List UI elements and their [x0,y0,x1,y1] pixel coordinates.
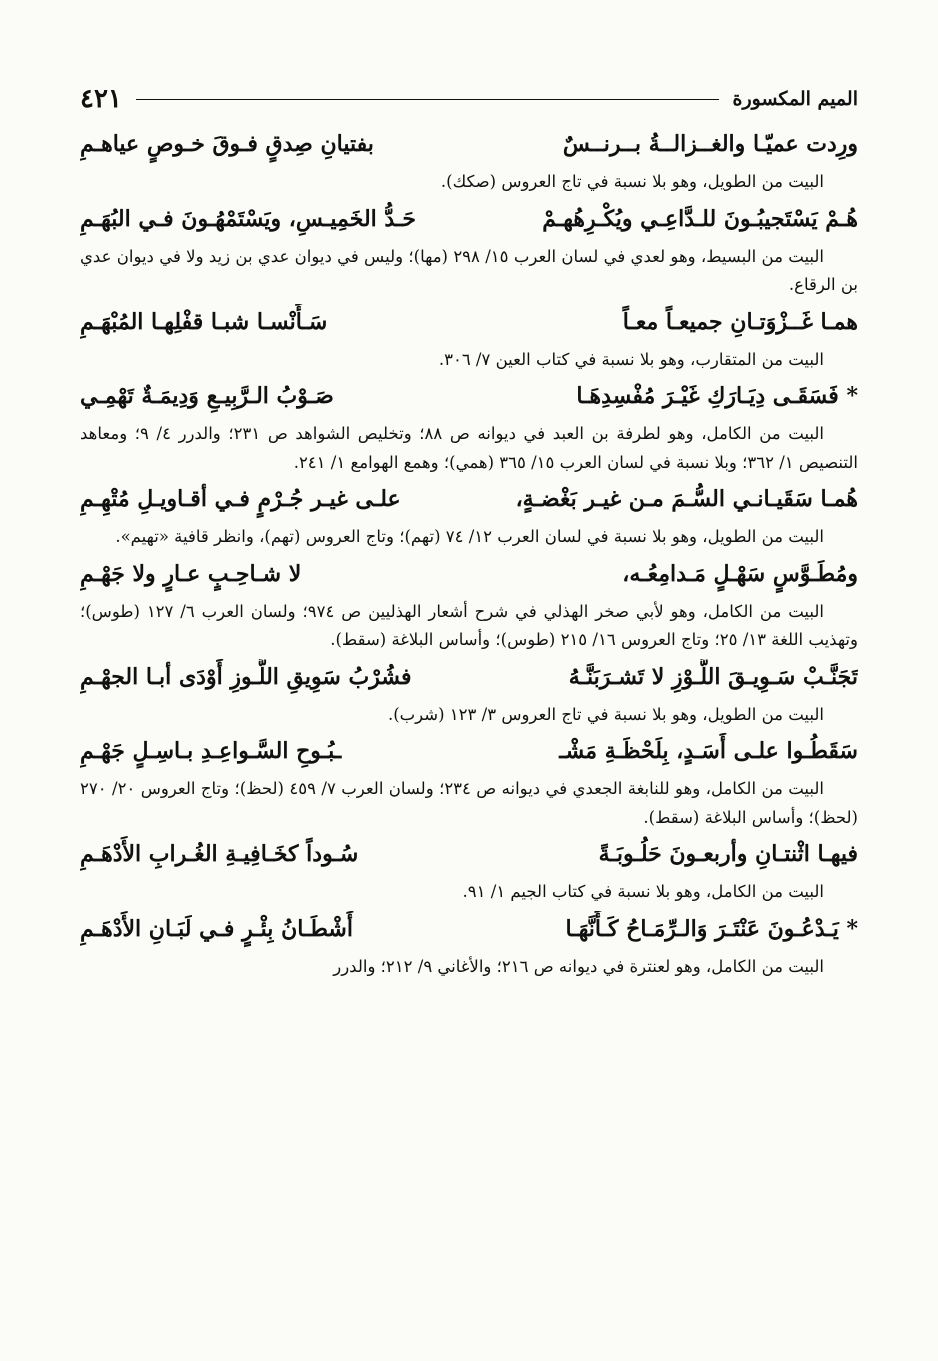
verse-note: البيت من الكامل، وهو بلا نسبة في كتاب الجيم ١/ ٩١. [462,882,824,901]
verse-note: البيت من الكامل، وهو لعنترة في ديوانه ص ٢١٦؛ والأغاني ٩/ ٢١٢؛ والدرر [333,956,824,976]
first-hemistich: هُـمْ يَسْتَجيبُـونَ للـدَّاعِـي ويُكْـرِهُهـمْ [542,205,858,232]
verse-entry-9 [80,836,858,907]
verse-note: البيت من المتقارب، وهو بلا نسبة في كتاب العين ٧/ ٣٠٦. [438,349,824,369]
second-hemistich: فشُرْبُ سَوِيقِ اللَّـوزِ أَوْدَى أبـا الجهْـمِ [80,663,412,690]
verse-line [80,481,858,523]
verse-line [80,201,858,243]
verse-note: البيت من الطويل، وهو بلا نسبة في تاج العروس ٣/ ١٢٣ (شرب). [387,704,824,724]
verse-entry-2 [80,201,858,300]
verse-line [80,304,858,346]
verse-entry-1 [80,126,858,197]
verse-entry-5 [80,481,858,552]
verse-line [80,126,858,168]
verse-note: البيت من الطويل، وهو بلا نسبة في لسان العرب ١٢/ ٧٤ (تهم)؛ وتاج العروس (تهم)، وانظر قافية «تهيم». [115,527,824,546]
second-hemistich: سُـوداً كخَـافِيـةِ الغُـرابِ الأَدْهَـمِ [80,841,359,867]
first-hemistich: * يَـدْعُـونَ عَنْتَـرَ وَالـرِّمَـاحُ كَـأَنَّهَـا [565,915,858,942]
header-rule [136,99,719,100]
second-hemistich: حَـدُّ الخَمِيـسِ، ويَسْتَمْهُـونَ فـي البُهَـمِ [80,205,417,232]
verse-line [80,378,858,420]
first-hemistich: فيهـا اثْنتـانِ وأربعـونَ حَلُـوبَـةً [598,841,858,867]
verse-note: البيت من الكامل، وهو لطرفة بن العبد في ديوانه ص ٨٨؛ وتخليص الشواهد ص ٢٣١؛ والدرر ٤/ ٩؛ ومعاهد التنصيص ١/ ٣٦٢؛ وبلا نسبة في لسان العرب ١٥/ ٣٦٥ (همي)؛ وهمع الهوامع ١/ ٢٤١. [80,424,858,472]
running-header [80,84,858,114]
first-hemistich: همـا غَــزْوَتـانِ جميعـاً معـاً [622,308,858,335]
second-hemistich: علـى غيـر جُـرْمٍ فـي أقـاويـلِ مُتْهِـمِ [80,486,401,512]
first-hemistich: ومُطَـوَّسٍ سَهْـلٍ مَـدامِعُـه، [622,560,858,587]
verse-note: البيت من الكامل، وهو لأبي صخر الهذلي في شرح أشعار الهذليين ص ٩٧٤؛ ولسان العرب ٦/ ١٢٧ (طوس)؛ وتهذيب اللغة ١٣/ ٢٥؛ وتاج العروس ١٦/ ٢١٥ (طوس)؛ وأساس البلاغة (سقط). [80,601,858,649]
verse-entry-4 [80,378,858,477]
verse-line [80,836,858,878]
first-hemistich: سَقَطُـوا علـى أَسَـدٍ، بِلَحْظَـةِ مَشْـ [559,738,858,764]
verse-line [80,911,858,953]
verse-entry-10 [80,911,858,982]
verse-line [80,556,858,598]
verse-entry-6 [80,556,858,655]
first-hemistich: ورِدت عميّـا والغــزالــةُ بــرنــسٌ [562,131,858,157]
second-hemistich: ـبُـوحِ السَّـواعِـدِ بـاسِـلٍ جَهْـمِ [80,738,342,764]
verse-line [80,659,858,701]
second-hemistich: سَـأَنْسـا شبـا قفْلِهـا المُبْهَـمِ [80,308,328,335]
verse-entry-3 [80,304,858,375]
chapter-title: الميم المكسورة [732,88,858,110]
first-hemistich: * فَسَقَـى دِيَـارَكِ غَيْـرَ مُفْسِدِهَـا [576,383,858,409]
verse-entry-7 [80,659,858,730]
second-hemistich: أَشْطَـانُ بِئْـرٍ فـي لَبَـانِ الأَدْهَـمِ [80,915,353,942]
first-hemistich: تَجَنَّـبْ سَـوِيـقَ اللَّـوْزِ لا تَشـرَبَنَّـهُ [568,663,858,690]
second-hemistich: لا شـاحِـبٍ عـارٍ ولا جَهْـمِ [80,560,302,587]
page-number: ٤٢١ [80,84,122,114]
verse-entry-8 [80,733,858,832]
verse-line [80,733,858,775]
verse-note: البيت من الطويل، وهو بلا نسبة في تاج العروس (صكك). [440,172,824,191]
first-hemistich: هُمـا سَقَيـانـي السُّـمَ مـن غيـر بَغْضـةٍ، [515,486,858,512]
verse-note: البيت من البسيط، وهو لعدي في لسان العرب ١٥/ ٢٩٨ (مها)؛ وليس في ديوان عدي بن زيد ولا في ديوان عدي بن الرقاع. [80,246,858,294]
second-hemistich: صَـوْبُ الـرَّبِيـعِ وَدِيمَـةٌ تَهْمِـي [80,383,334,409]
second-hemistich: بفتيانِ صِدقٍ فـوقَ خـوصٍ عياهـمِ [80,131,374,157]
verse-note: البيت من الكامل، وهو للنابغة الجعدي في ديوانه ص ٢٣٤؛ ولسان العرب ٧/ ٤٥٩ (لحظ)؛ وتاج العروس ٢٠/ ٢٧٠ (لحظ)؛ وأساس البلاغة (سقط). [80,779,858,827]
